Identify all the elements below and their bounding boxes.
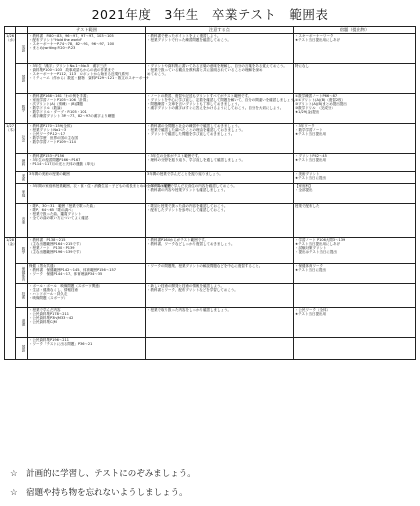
cell-line: ・数学学習ノート — [295, 128, 323, 133]
notes-cell — [146, 264, 294, 284]
cell-line: ・教科書P153～P156 — [29, 154, 65, 158]
date-text: 1/27 — [6, 124, 14, 128]
cell-line: ①数学練習ノートP66～87 — [295, 94, 338, 98]
table-row — [5, 172, 416, 184]
cell-line: ・歌P、64～65「歌の調べ」 — [29, 208, 76, 213]
cell-line: ・まとめ(writing P.20～P.23 — [29, 46, 76, 51]
cell-line: ・3年生の復習問題P166～P167 — [29, 158, 81, 163]
cell-line: ・教科書 P138～215 — [29, 238, 66, 242]
cell-line: ・美術プリント — [295, 172, 320, 176]
cell-line: ・家庭学習ノートP105～106「計算」 — [29, 98, 90, 103]
cell-line: ③数学ドリル （完成分） — [295, 106, 335, 111]
date-text: （水） — [6, 38, 17, 43]
cell-line: ・配布プリント"Hold the world" — [29, 38, 83, 43]
cell-line: ・教科書、ワークなどしっかり復習しておきましょう。 — [147, 242, 235, 247]
homework-cell — [294, 124, 416, 154]
range-cell — [28, 124, 146, 154]
notes-cell — [146, 124, 294, 154]
table-row — [5, 94, 416, 124]
cell-line: ・数学ドリル（数論） — [29, 106, 64, 111]
notes-cell — [146, 338, 294, 360]
cell-line: ・提出はテスト当日に提出 — [295, 250, 337, 255]
cell-line: （主な出題範囲P164～215です） — [29, 242, 83, 247]
cell-line: ★テスト当日に提出 — [295, 268, 326, 273]
homework-cell — [294, 284, 416, 308]
cell-line: ★テスト当日に提出 — [295, 176, 326, 181]
homework-cell — [294, 64, 416, 94]
cell-line: ・全ての曲の歌い方についてよく確認 — [29, 216, 89, 221]
date-text: 1/28 — [6, 238, 14, 242]
homework-cell — [294, 172, 416, 184]
subject-cell: 国語 — [16, 338, 28, 360]
subject-cell: 音楽 — [16, 204, 28, 238]
cell-line: ★テスト当日提出用 — [295, 132, 326, 137]
range-cell — [28, 172, 146, 184]
homework-cell — [294, 238, 416, 264]
date-cell — [5, 34, 16, 124]
range-cell — [28, 308, 146, 338]
cell-line: ★テスト当日提出用にしあげ — [295, 242, 340, 247]
homework-cell — [294, 308, 416, 338]
subject-cell: 数学 — [16, 94, 28, 124]
cell-line: ・プリントで確認した問題を学び直しておきましょう。 — [147, 132, 235, 137]
cell-line: ・ハンドボール・持久走 — [29, 292, 68, 297]
header-notes: 注意する点 — [146, 27, 294, 34]
homework-cell — [294, 338, 416, 360]
homework-cell — [294, 34, 416, 64]
date-cell — [5, 124, 16, 238]
cell-line: ・P114～117月の光と天体の運動（単元） — [29, 162, 97, 167]
cell-line: ・公民ワーク（全体） — [295, 308, 330, 312]
range-cell — [28, 284, 146, 308]
cell-line: ・試験対策プリント — [295, 246, 327, 251]
cell-line: ・漢字プリントの漢字はすぐに答えをかけるようにしておこう。自分を大切にしよう。 — [147, 106, 284, 111]
range-cell — [28, 204, 146, 238]
notes-cell — [146, 34, 294, 64]
subject-cell: 道徳 — [16, 308, 28, 338]
cell-line: （主な出題範囲P196～139です） — [29, 250, 83, 255]
cell-line: ★テスト当日提出用 — [295, 158, 326, 163]
range-cell — [28, 64, 150, 94]
cell-line: ・歌詞と授業で扱った曲の内容を確認しておこう。 — [147, 204, 228, 208]
cell-line: ・ワークの問題集、授業プリントの解説問題などを中心に復習すること。 — [147, 264, 263, 268]
header-row — [5, 27, 416, 34]
subject-cell: 社会 — [16, 124, 28, 154]
table-row — [5, 204, 416, 238]
cell-line: ・授業で扱った曲、鑑賞プリント — [29, 212, 82, 217]
cell-line: ・数学学歴 世界の国の主な国 — [29, 136, 78, 141]
notes-cell — [146, 184, 294, 204]
header-subject — [16, 27, 28, 34]
cell-line: ・プリントや資料集に書いてある言葉の意味を理解し、自分の言葉をある覚えておこう。 — [147, 64, 287, 68]
homework-cell — [294, 204, 416, 238]
cell-line: ・数学学習ノートP109～114 — [29, 140, 76, 145]
table-row — [5, 284, 416, 308]
notes-cell — [146, 94, 298, 124]
homework-cell — [294, 264, 416, 284]
page-title: 2021年度 3年生 卒業テスト 範囲表 — [91, 7, 329, 22]
cell-line: ・資料集P100～103 故事成語もからの表の作業まで — [29, 68, 115, 73]
subject-cell: 理科 — [16, 154, 28, 172]
cell-line: ・ノートの教習、復習や記述もプリントすべてがテスト範囲です。 — [147, 94, 252, 98]
cell-line: ・公民資料集P196～211 — [29, 338, 69, 342]
cell-line: ・理科の分野を振り返り、学び直しを通して確認しましょう。 — [147, 158, 245, 163]
cell-line: ・配布したプリントを参考にして確認しておこう。 — [147, 208, 228, 213]
cell-line: ・教科書P164からがテスト範囲です。 — [147, 238, 208, 242]
notes-cell — [146, 64, 294, 94]
cell-line: ・数学ドリル・ダーブ・P.105・101 — [29, 110, 87, 115]
date-text: 1/26 — [6, 34, 14, 38]
subject-cell: 数学 — [16, 238, 28, 264]
date-text: （木） — [6, 128, 17, 133]
cell-line: 3年間の授業で学んだことを振り返りましょう。 — [147, 172, 223, 176]
cell-line: めておこう。 — [147, 72, 168, 77]
date-cell — [5, 238, 16, 360]
notes-cell — [146, 308, 294, 338]
cell-line: ・生活・健康なくし、情報技術 — [29, 288, 78, 293]
cell-line: 【家庭科】 — [295, 184, 313, 188]
cell-line: ・教科書の全問題と社会の練習中で確認しておきましょう。 — [147, 124, 242, 128]
homework-cell — [294, 154, 416, 172]
table-row — [5, 238, 416, 264]
table-row — [5, 154, 416, 172]
cell-line: 授業で配布した — [295, 204, 320, 208]
cell-line: ・授業プリントNo1～3 — [29, 128, 67, 133]
table-row — [5, 338, 416, 360]
cell-line: ・授業で確認した調べたことの理由を確認しておきましょう。 — [147, 128, 245, 133]
cell-line: ・スキーポーケーワーク — [295, 34, 334, 38]
subject-cell: 英語 — [16, 34, 28, 64]
cell-line: ・公民資料集C(M — [29, 320, 57, 325]
range-cell — [28, 338, 146, 360]
cell-line: ・スキーポーケーP.74～78、82～91、96～97、100 — [29, 42, 115, 47]
cell-line: ・歌P.、30～31 範囲「授業で歌った曲」 — [29, 204, 97, 208]
table-row — [5, 64, 416, 94]
cell-line: ・漢字練習プリント 3P.～77、82～97の漢字より練題 — [29, 114, 115, 119]
cell-line: ・教科書 保健範囲P142～145、体育範囲P156～157 — [29, 268, 116, 273]
range-cell — [28, 238, 146, 264]
table-row — [5, 34, 416, 64]
cell-line: ・ミティーエ（作から）数述・動物 資料P129～121・散文のスキーポーケ — [29, 76, 150, 81]
cell-line: 特になし — [295, 64, 309, 68]
cell-line: ★1/29(金)提出 — [295, 110, 320, 115]
header-range: テスト範囲 — [28, 27, 146, 34]
range-cell — [28, 264, 146, 284]
header-homework: 宿題（提出物） — [294, 27, 416, 34]
table-row — [5, 308, 416, 338]
cell-line: 保健（男女共通） — [29, 264, 57, 268]
cell-line: ・全部提出 — [295, 188, 313, 193]
notes-cell — [146, 284, 294, 308]
cell-line: 3年間の美術の授業の範囲 — [29, 172, 70, 176]
range-cell — [28, 94, 146, 124]
cell-line: ・ワーク 保健P144～17、体育理論P34～35 — [29, 272, 103, 277]
range-cell — [28, 34, 146, 64]
cell-line: ・3年生「漢字」プリントNo.1～No.5 漢字三法 — [29, 64, 107, 68]
cell-line: ・学習ノート P106大問3～139 — [295, 238, 346, 242]
cell-line: ・次プリント(A)（別練）・(B)課題 — [29, 102, 83, 107]
cell-line: ・プリントP42～45 — [295, 154, 327, 158]
footer-note-plan: ☆ 計画的に学習し、テストにのぞみましょう。 — [10, 469, 196, 479]
cell-line: ・3年生の全体がテスト範囲です。 — [147, 154, 202, 158]
subject-cell: 保健体育 — [16, 264, 28, 284]
subject-cell: 国語 — [16, 64, 28, 94]
table-row — [5, 124, 416, 154]
notes-cell — [146, 238, 294, 264]
cell-line: ・教科書とワーク、配布プリントなどを学習しておこう。 — [147, 288, 238, 293]
cell-line: ・公民ワークP.12～17 — [29, 132, 66, 137]
cell-line: ・教科書で使ったポイントをよく復習しよう。 — [147, 34, 221, 38]
range-cell — [28, 154, 146, 172]
homework-cell — [294, 94, 416, 124]
subject-cell: 家庭 — [16, 184, 28, 204]
cell-line: ・授業プリントで行った練習問題を確認しておこう。 — [147, 38, 231, 43]
cell-line: ・3年ワーク — [295, 124, 315, 128]
cell-line: ・授業で扱っている観点を教科書と共に説明されていることの理解を深め — [147, 68, 263, 73]
cell-line: ★テスト当日提出用 — [295, 312, 326, 317]
cell-line: ③プリント(A)(B)まとめ提出提出 — [295, 102, 347, 107]
cell-line: ・授業で取り扱った内容をしっかり確認しましょう。 — [147, 308, 231, 312]
cell-line: ・保健体育ワーク — [295, 264, 323, 268]
table-row — [5, 264, 416, 284]
cell-line: ・ワーク「テストに出る問題」P36～21 — [29, 342, 93, 347]
cell-line: ・映像問題（スポーツ） — [29, 296, 68, 301]
table-row — [5, 184, 416, 204]
cell-line: ・ボール・ボール 映像問題（スポーツ関連） — [29, 284, 103, 288]
cell-line: ・授業で学んだ内容 — [29, 308, 61, 312]
subject-cell: 美術 — [16, 172, 28, 184]
cell-line: ②①プリント(A)(B)（復習2枚） — [295, 98, 346, 103]
cell-line: ・教科書 P.80～83、96～97、97～97、103～105 — [29, 34, 114, 38]
notes-cell — [146, 154, 294, 172]
cell-line: ・問題練習・文章を言いプリントも丁寧しておきましょう。 — [147, 102, 242, 107]
cell-line: ・スキーポーケーP112、113 ロボットから始まる近現代系列 — [29, 72, 129, 77]
cell-line: ・プリントを中心に学び直し、定着を確認して問題を解いて、自分の間違いを確認しましょう。 — [147, 98, 298, 103]
cell-line: ・3年間の授業で学んだ衣食住の内容を確認しておこう。 — [147, 184, 237, 188]
cell-line: ・教科書P170～159(全体) — [29, 124, 72, 128]
test-scope-table — [4, 26, 416, 360]
cell-line: ★テスト当日提出用にしあげ — [295, 38, 340, 43]
homework-cell — [294, 184, 416, 204]
subject-cell: 技術 — [16, 284, 28, 308]
date-text: （金） — [6, 242, 17, 247]
range-cell — [28, 184, 172, 204]
notes-cell — [146, 172, 294, 184]
cell-line: ・公民資料集P178～211 — [29, 312, 69, 317]
footer-note-belongings: ☆ 宿題や持ち物を忘れないようしましょう。 — [10, 488, 188, 498]
notes-cell — [146, 204, 294, 238]
cell-line: ・3年間の家庭科授業範囲、衣・食・住・消費生活・子どもの成長まとめの全体テスト範囲 — [29, 184, 172, 188]
cell-line: ・新しい技術の開発と技術の情報を確認しよう。 — [147, 284, 224, 288]
cell-line: ・教科書P168～161「わの例を手書」 — [29, 94, 90, 98]
header-date — [5, 27, 16, 34]
cell-line: ・教科書の内容や授業プリントも確認しましょう。 — [147, 188, 228, 193]
cell-line: ・公民資料集P3h(M33～42 — [29, 316, 74, 321]
cell-line: ・授業ノート P130・P139 — [29, 246, 75, 251]
